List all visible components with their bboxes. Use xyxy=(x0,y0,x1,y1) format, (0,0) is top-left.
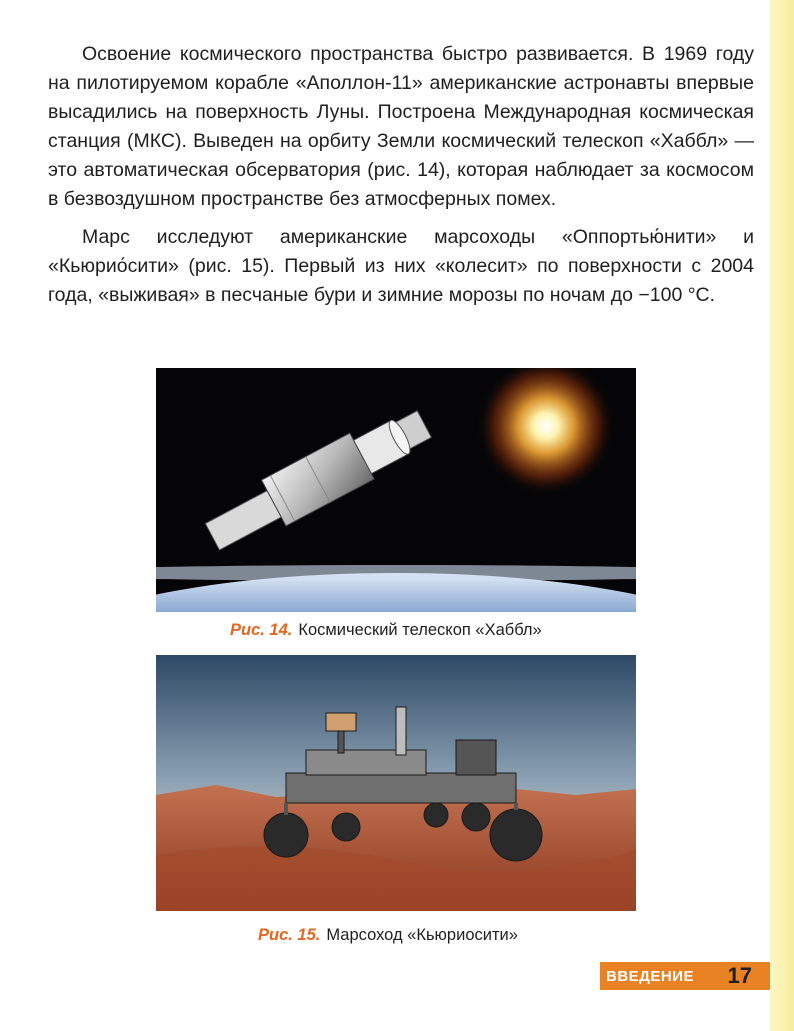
page-footer xyxy=(600,962,770,990)
body-text xyxy=(48,40,754,319)
section-label: ВВЕДЕНИЕ xyxy=(606,967,694,985)
figure-15-text: Марсоход «Кьюриосити» xyxy=(326,926,518,944)
figure-14-caption xyxy=(230,621,542,640)
page-number: 17 xyxy=(727,963,752,988)
paragraph-space-exploration: Освоение космического пространства быстро развивается. В 1969 году на пилотируемом корабле «Аполлон-11» американские астронавты впервые высадились на поверхность Луны. Построена Международная космическая станция (МКС). Выведен на орбиту Земли космический телескоп «Хаббл» — это автоматическая обсерватория (рис. 14), которая наблюдает за космосом в безвоздушном пространстве без атмосферных помех. xyxy=(48,43,754,210)
page-edge-strip xyxy=(770,0,794,1031)
figure-14-number: Рис. 14. xyxy=(230,621,293,639)
figure-14-text: Космический телескоп «Хаббл» xyxy=(298,621,542,639)
figure-15-number: Рис. 15. xyxy=(258,926,321,944)
curiosity-rover-image xyxy=(156,655,636,911)
figure-15-caption xyxy=(258,926,518,945)
hubble-telescope-image xyxy=(156,368,636,612)
paragraph-mars-rovers: Марс исследуют американские марсоходы «Оппортью́нити» и «Кьюрио́сити» (рис. 15). Первый из них «колесит» по поверхности с 2004 года, «выживая» в песчаные бури и зимние морозы по ночам до −100 °С. xyxy=(48,226,754,306)
